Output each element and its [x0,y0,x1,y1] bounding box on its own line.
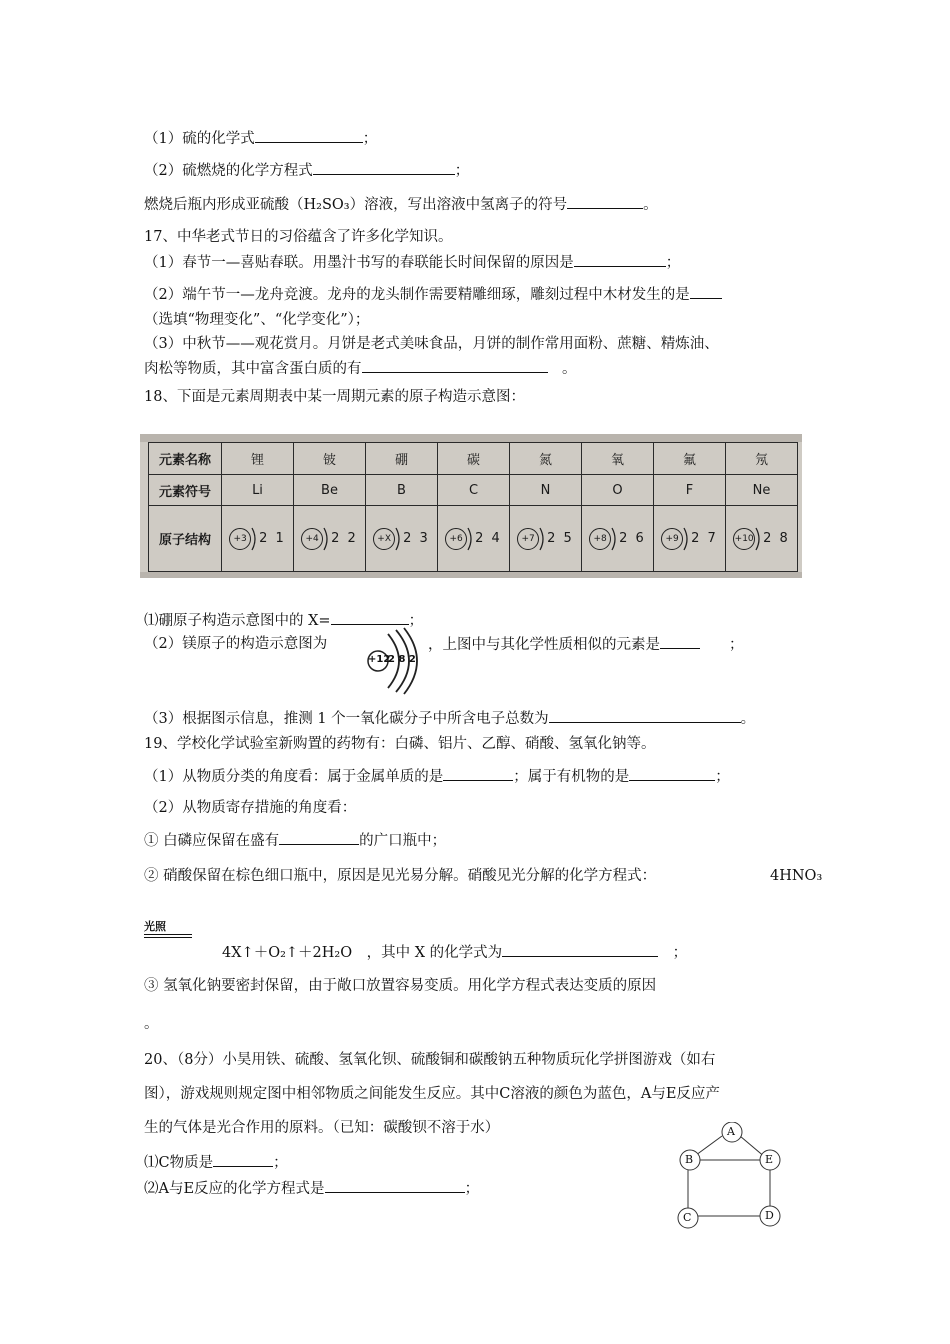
q19-2-2: ② 硝酸保留在棕色细口瓶中，原因是见光易分解。硝酸见光分解的化学方程式： [144,868,657,884]
shells: 2 2 [331,531,358,547]
atom-structure [222,506,294,572]
shells: 2 1 [259,531,286,547]
answer-blank[interactable] [331,610,409,625]
q16-3-end: 。 [643,197,658,213]
answer-blank[interactable] [660,634,700,649]
row-symbol-header: 元素符号 [149,474,222,506]
element-name: 锂 [222,443,294,475]
shells: 2 4 [475,531,502,547]
atom-structure [654,506,726,572]
q19-2-1b-text: 的广口瓶中； [359,833,447,849]
q16-line-1 [144,128,377,149]
element-symbol: F [654,474,726,506]
element-symbol: Ne [726,474,798,506]
q19-1b-text: ；属于有机物的是 [513,769,630,785]
answer-blank[interactable] [549,708,741,723]
element-name: 氖 [726,443,798,475]
answer-blank[interactable] [362,358,548,373]
q19-equation-end: ； [672,945,688,961]
nucleus: +6 [445,528,467,550]
q17-1-end: ； [665,255,681,271]
mg-nucleus: +12 [368,654,391,665]
answer-blank[interactable] [690,284,722,299]
q17-1 [144,252,680,273]
atom-structure [294,506,366,572]
atomic-structure-photo [140,434,802,578]
puzzle-graph [668,1122,798,1234]
nucleus: +10 [733,528,755,550]
q19-equation-text: 4X↑＋O₂↑＋2H₂O ，其中 X 的化学式为 [222,945,503,961]
magnesium-atom-diagram [366,626,428,696]
element-name: 氧 [582,443,654,475]
q16-2-end: ； [454,163,470,179]
node-a: A [727,1125,735,1138]
q16-line-2 [144,160,469,181]
node-b: B [685,1153,694,1166]
q18-2-end: ； [729,637,744,653]
answer-blank[interactable] [629,766,715,781]
answer-blank[interactable] [279,830,359,845]
equation-arrow-line [144,937,192,938]
q19-1-end: ； [715,769,730,785]
element-name: 铍 [294,443,366,475]
mg-shells: 2 8 2 [388,654,416,665]
q19-2-3-end: 。 [144,1016,159,1032]
q16-line-3 [144,194,658,215]
atom-structure [726,506,798,572]
answer-blank[interactable] [325,1178,465,1193]
q18-3-text: （3）根据图示信息，推测 1 个一氧化碳分子中所含电子总数为 [144,711,549,727]
answer-blank[interactable] [313,160,455,175]
equation-arrow-line [144,934,192,935]
shells: 2 6 [619,531,646,547]
q19-2-3: ③ 氢氧化钠要密封保留，由于敞口放置容易变质。用化学方程式表达变质的原因 [144,978,657,994]
q18-2a: （2）镁原子的构造示意图为 [144,636,328,652]
q20-line-2: 图），游戏规则规定图中相邻物质之间能发生反应。其中C溶液的颜色为蓝色，A与E反应产 [144,1086,720,1102]
q18-3-end: 。 [740,711,756,727]
q16-3-text: 燃烧后瓶内形成亚硫酸（H₂SO₃）溶液，写出溶液中氢离子的符号 [144,197,568,213]
nucleus: +4 [301,528,323,550]
element-name: 氟 [654,443,726,475]
q17-2a-text: （2）端午节一—龙舟竞渡。龙舟的龙头制作需要精雕细琢，雕刻过程中木材发生的是 [144,287,690,303]
q20-1-end: ； [273,1155,288,1171]
atom-structure [582,506,654,572]
atom-structure [366,506,438,572]
answer-blank[interactable] [255,128,363,143]
q17-2a [144,284,722,305]
shells: 2 3 [403,531,430,547]
q16-1-text: （1）硫的化学式 [144,131,255,147]
nucleus: +3 [229,528,251,550]
node-e: E [765,1153,774,1166]
row-name-header: 元素名称 [149,443,222,475]
atom-structure [438,506,510,572]
q16-2-text: （2）硫燃烧的化学方程式 [144,163,313,179]
answer-blank[interactable] [213,1152,273,1167]
q17-3b-text: 肉松等物质，其中富含蛋白质的有 [144,361,362,377]
q19-1 [144,766,730,787]
atom-structure [510,506,582,572]
q19-1a-text: （1）从物质分类的角度看：属于金属单质的是 [144,769,444,785]
node-d: D [765,1209,774,1222]
q17-2b: （选填“物理变化”、“化学变化”）； [144,312,370,328]
q18-1-text: ⑴硼原子构造示意图中的 X= [144,613,331,629]
q17-3a: （3）中秋节——观花赏月。月饼是老式美味食品，月饼的制作常用面粉、蔗糖、精炼油、 [144,336,719,352]
q19-2-2-tail: 4HNO₃ [770,868,823,884]
q18-2b-text: ，上图中与其化学性质相似的元素是 [428,637,660,653]
q17-3b [144,358,577,379]
q20-1 [144,1152,288,1173]
element-symbol: B [366,474,438,506]
nucleus: +X [373,528,395,550]
q20-line-3: 生的气体是光合作用的原料。（已知：碳酸钡不溶于水） [144,1120,500,1136]
q18-3 [144,708,755,729]
shells: 2 5 [547,531,574,547]
q20-line-1: 20、（8分）小昊用铁、硫酸、氢氧化钡、硫酸铜和碳酸钠五种物质玩化学拼图游戏（如右 [144,1052,716,1068]
q18-title: 18、下面是元素周期表中某一周期元素的原子构造示意图： [144,389,525,405]
answer-blank[interactable] [443,766,513,781]
row-structure-header: 原子结构 [149,506,222,572]
shells: 2 8 [763,531,790,547]
q20-2 [144,1178,479,1199]
q18-1-end: ； [408,613,424,629]
shells: 2 7 [691,531,718,547]
q19-2: （2）从物质寄存措施的角度看： [144,800,357,816]
light-condition-label: 光照 [144,920,166,933]
element-symbol: O [582,474,654,506]
q19-title: 19、学校化学试验室新购置的药物有：白磷、铝片、乙醇、硝酸、氢氧化钠等。 [144,736,656,752]
q20-2-text: ⑵A与E反应的化学方程式是 [144,1181,325,1197]
nucleus: +8 [589,528,611,550]
q17-title: 17、中华老式节日的习俗蕴含了许多化学知识。 [144,229,453,245]
node-c: C [683,1211,692,1224]
element-symbol: C [438,474,510,506]
q19-equation [222,942,687,963]
atomic-structure-table [148,442,798,572]
nucleus: +7 [517,528,539,550]
q19-2-1a-text: ① 白磷应保留在盛有 [144,833,280,849]
q18-2b [428,634,744,655]
q20-2-end: ； [464,1181,480,1197]
q17-1-text: （1）春节一—喜贴春联。用墨汁书写的春联能长时间保留的原因是 [144,255,574,271]
element-name: 氮 [510,443,582,475]
answer-blank[interactable] [567,194,643,209]
answer-blank[interactable] [574,252,666,267]
q16-1-end: ； [362,131,378,147]
q20-1-text: ⑴C物质是 [144,1155,214,1171]
nucleus: +9 [661,528,683,550]
element-symbol: Li [222,474,294,506]
element-name: 碳 [438,443,510,475]
answer-blank[interactable] [502,942,658,957]
element-symbol: Be [294,474,366,506]
q19-2-1 [144,830,446,851]
q17-3b-end: 。 [562,361,577,377]
element-symbol: N [510,474,582,506]
element-name: 硼 [366,443,438,475]
